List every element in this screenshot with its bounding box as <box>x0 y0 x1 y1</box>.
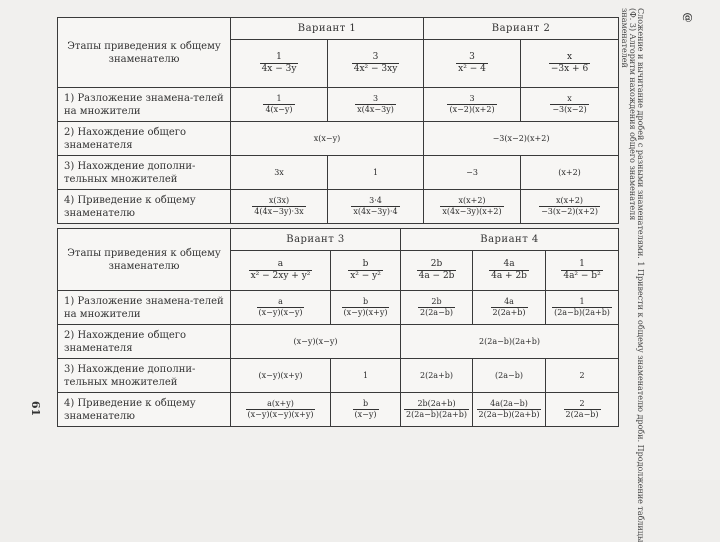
stage-label-common-denominator: 2) Нахождение общего знаменателя <box>58 325 231 359</box>
fraction: $\frac{a}{(x-y)(x-y)}$ <box>258 297 303 317</box>
fraction-cell <box>546 251 619 291</box>
variant-4-title: Вариант 4 <box>401 229 619 251</box>
result-cell <box>473 393 546 427</box>
fraction: $\frac{b}{(x-y)}$ <box>354 399 377 419</box>
result-cell <box>331 393 401 427</box>
stage-label-result: 4) Приведение к общему знаменателю <box>58 190 231 224</box>
result-cell <box>424 190 521 224</box>
stages-header: Этапы приведения к общему знаменателю <box>58 229 231 291</box>
stage-label-result: 4) Приведение к общему знаменателю <box>58 393 231 427</box>
fraction: $\frac{3}{x(4x-3y)}$ <box>357 94 394 114</box>
fraction: $\frac{3}{\text{4x² − 3xy}}$ <box>353 52 398 74</box>
table-variants-3-4 <box>57 228 619 427</box>
fraction: $\frac{2b}{4a - 2b}$ <box>418 259 455 281</box>
multiplier-cell: (x+2) <box>521 156 619 190</box>
fraction-cell <box>231 40 328 88</box>
fraction-cell <box>473 251 546 291</box>
common-denominator-v3: (x−y)(x−y) <box>231 325 401 359</box>
side-caption-line-1: Сложение и вычитание дробей с разными знаменателями. 1 Привести к общему знаменателю дроби. Продолжение таблицы <box>636 8 645 542</box>
factor-cell <box>231 291 331 325</box>
fraction: $\frac{1}{4(x-y)}$ <box>265 94 293 114</box>
multiplier-cell: (x−y)(x+y) <box>231 359 331 393</box>
result-cell <box>328 190 424 224</box>
side-caption-line-3: знаменателей <box>620 8 629 68</box>
fraction: $\frac{x}{-3(x-2)}$ <box>552 94 587 114</box>
fraction-cell <box>231 251 331 291</box>
fraction: $\frac{x(x+2)}{x(4x-3y)(x+2)}$ <box>442 196 502 216</box>
result-cell <box>231 393 331 427</box>
side-caption <box>620 8 645 542</box>
fraction: $\frac{x}{-3x + 6}$ <box>550 52 589 74</box>
fraction: $\frac{3}{\text{x² − 4}}$ <box>458 52 486 74</box>
fraction-cell <box>401 251 473 291</box>
variant-3-title: Вариант 3 <box>231 229 401 251</box>
page-number: 61 <box>29 400 43 417</box>
stage-label-common-denominator: 2) Нахождение общего знаменателя <box>58 122 231 156</box>
fraction: $\frac{1}{\text{4a² − b²}}$ <box>563 259 601 281</box>
factor-cell <box>231 88 328 122</box>
stage-label-multipliers: 3) Нахождение дополни-тельных множителей <box>58 359 231 393</box>
common-denominator-v2: −3(x−2)(x+2) <box>424 122 619 156</box>
factor-cell <box>521 88 619 122</box>
fraction: $\frac{x(3x)}{4(4x-3y)\cdot 3x}$ <box>254 196 304 216</box>
fraction: $\frac{1}{4x - 3y}$ <box>261 52 297 74</box>
variant-2-title: Вариант 2 <box>424 18 619 40</box>
top-mark: @ <box>681 12 693 23</box>
multiplier-cell: 1 <box>328 156 424 190</box>
factor-cell <box>328 88 424 122</box>
result-cell <box>521 190 619 224</box>
factor-cell <box>424 88 521 122</box>
fraction: $\frac{2}{2(2a-b)}$ <box>565 399 599 419</box>
result-cell <box>546 393 619 427</box>
fraction: $\frac{b}{\text{x² − y²}}$ <box>350 259 381 281</box>
fraction-cell <box>521 40 619 88</box>
multiplier-cell: 2 <box>546 359 619 393</box>
fraction: $\frac{3\cdot 4}{x(4x-3y)\cdot 4}$ <box>353 196 398 216</box>
fraction: $\frac{a}{\text{x² − 2xy + y²}}$ <box>250 259 311 281</box>
fraction-cell <box>424 40 521 88</box>
fraction-cell <box>331 251 401 291</box>
common-denominator-v4: 2(2a−b)(2a+b) <box>401 325 619 359</box>
fraction: $\frac{a(x+y)}{(x-y)(x-y)(x+y)}$ <box>247 399 314 419</box>
stage-label-factorization: 1) Разложение знамена-телей на множители <box>58 291 231 325</box>
factor-cell <box>473 291 546 325</box>
fraction: $\frac{4a}{4a + 2b}$ <box>491 259 527 281</box>
table-variants-1-2 <box>57 17 619 224</box>
fraction: $\frac{2b(2a+b)}{2(2a-b)(2a+b)}$ <box>406 399 467 419</box>
variant-1-title: Вариант 1 <box>231 18 424 40</box>
stage-label-multipliers: 3) Нахождение дополни-тельных множителей <box>58 156 231 190</box>
multiplier-cell: −3 <box>424 156 521 190</box>
result-cell <box>401 393 473 427</box>
fraction: $\frac{2b}{2(2a-b)}$ <box>420 297 454 317</box>
stage-label-factorization: 1) Разложение знамена-телей на множители <box>58 88 231 122</box>
factor-cell <box>401 291 473 325</box>
fraction: $\frac{1}{(2a-b)(2a+b)}$ <box>554 297 610 317</box>
fraction: $\frac{b}{(x-y)(x+y)}$ <box>343 297 388 317</box>
multiplier-cell: 2(2a+b) <box>401 359 473 393</box>
factor-cell <box>546 291 619 325</box>
fraction: $\frac{x(x+2)}{-3(x-2)(x+2)}$ <box>541 196 598 216</box>
fraction-cell <box>328 40 424 88</box>
fraction: $\frac{4a}{2(2a+b)}$ <box>492 297 526 317</box>
factor-cell <box>331 291 401 325</box>
fraction: $\frac{3}{(x-2)(x+2)}$ <box>449 94 495 114</box>
result-cell <box>231 190 328 224</box>
multiplier-cell: 3x <box>231 156 328 190</box>
multiplier-cell: (2a−b) <box>473 359 546 393</box>
multiplier-cell: 1 <box>331 359 401 393</box>
side-caption-line-2: (Ф. 3) Алгоритм нахождения общего знаменателя <box>628 8 637 221</box>
stages-header: Этапы приведения к общему знаменателю <box>58 18 231 88</box>
fraction: $\frac{4a(2a-b)}{2(2a-b)(2a+b)}$ <box>478 399 540 419</box>
common-denominator-v1: x(x−y) <box>231 122 424 156</box>
